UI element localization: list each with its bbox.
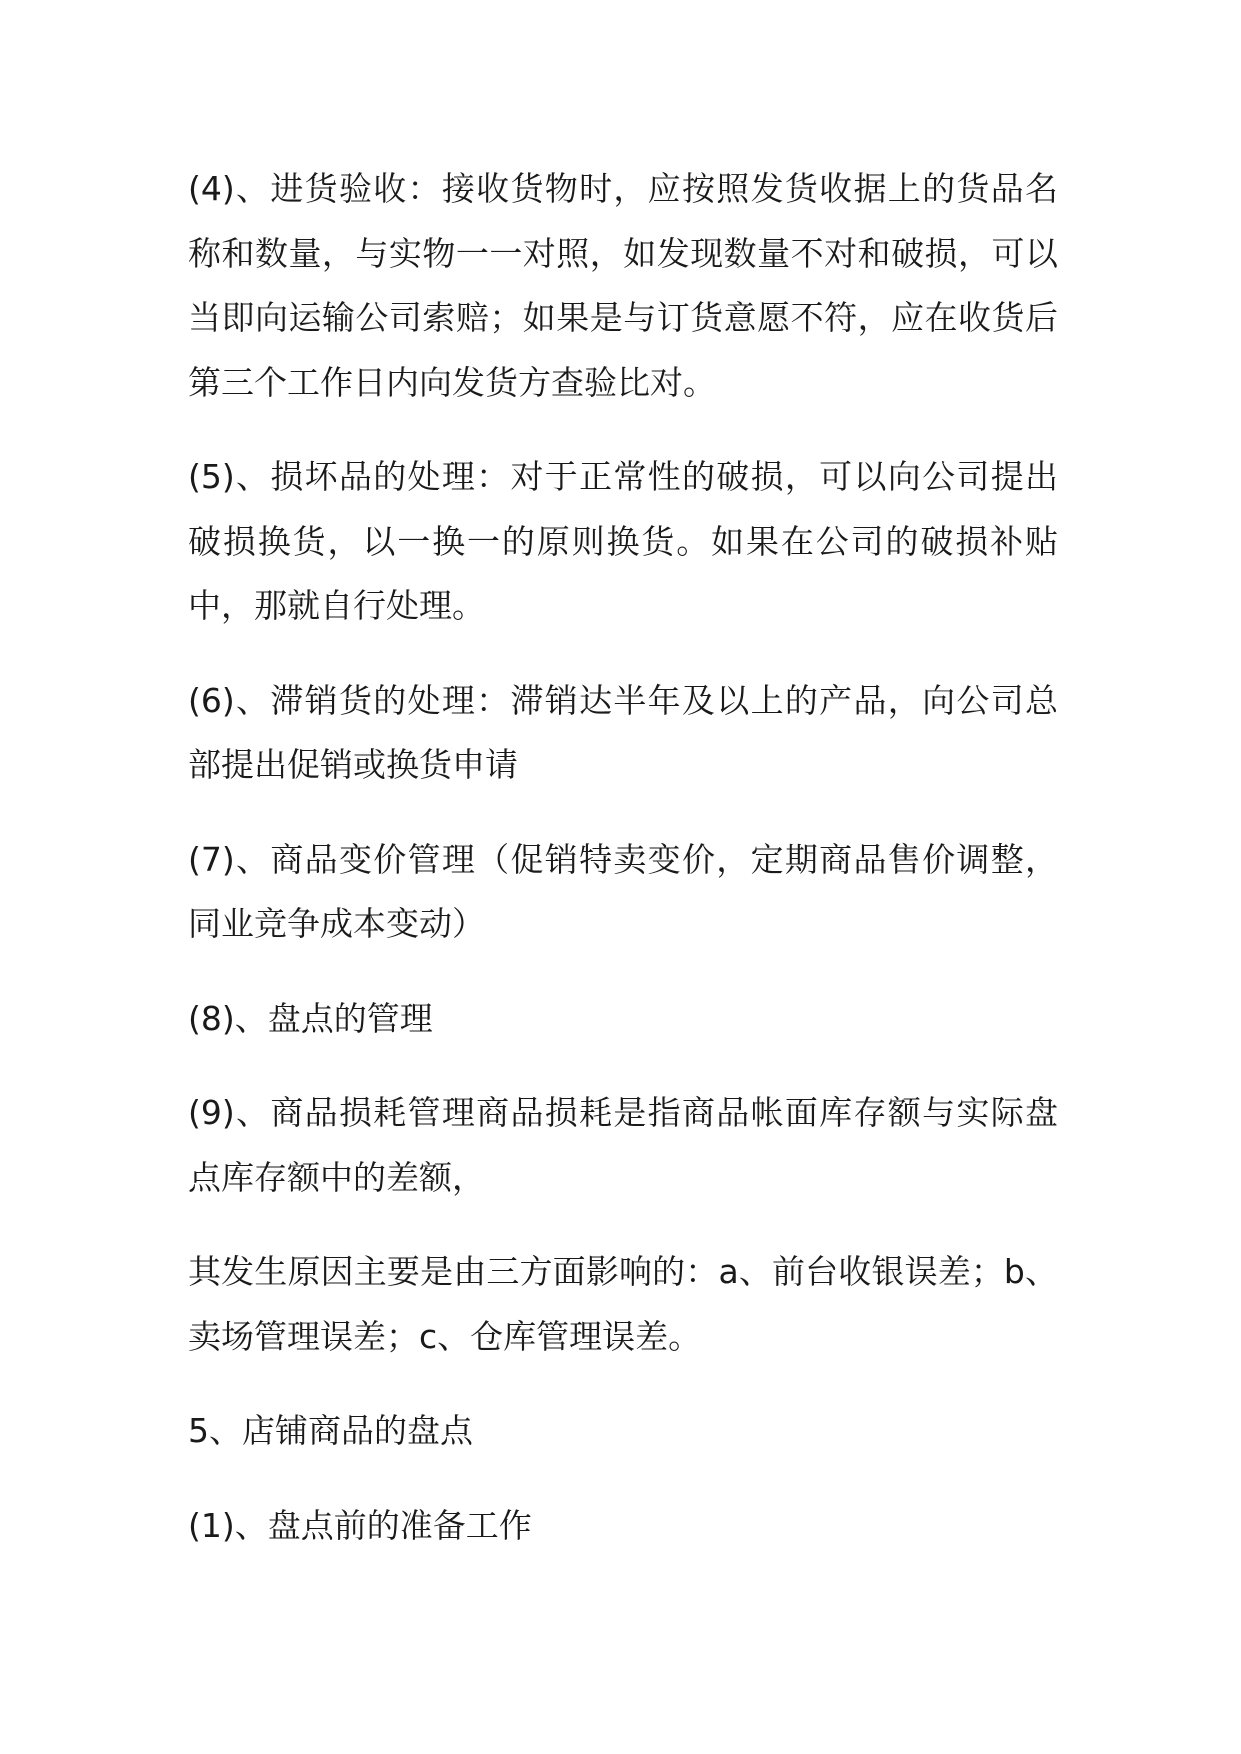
document-body (188, 157, 1058, 1588)
paragraph-9-shrinkage-management: (9)、商品损耗管理商品损耗是指商品帐面库存额与实际盘点库存额中的差额， (188, 1093, 1058, 1197)
paragraph-1-stocktake-preparation: (1)、盘点前的准备工作 (188, 1505, 532, 1545)
paragraph-5-damaged-goods: (5)、损坏品的处理：对于正常性的破损，可以向公司提出破损换货，以一换一的原则换货。如果在公司的破损补贴中，那就自行处理。 (188, 457, 1058, 625)
paragraph-shrinkage-causes: 其发生原因主要是由三方面影响的：a、前台收银误差；b、卖场管理误差；c、仓库管理误差。 (188, 1252, 1058, 1356)
paragraph-4-goods-receiving: (4)、进货验收：接收货物时，应按照发货收据上的货品名称和数量，与实物一一对照，如发现数量不对和破损，可以当即向运输公司索赔；如果是与订货意愿不符，应在收货后第三个工作日内向发货方查验比对。 (188, 169, 1058, 402)
paragraph-7-price-change: (7)、商品变价管理（促销特卖变价，定期商品售价调整，同业竞争成本变动） (188, 839, 1058, 943)
paragraph-6-slow-moving-goods: (6)、滞销货的处理：滞销达半年及以上的产品，向公司总部提出促销或换货申请 (188, 680, 1058, 784)
section-heading-store-stocktake: 5、店铺商品的盘点 (188, 1411, 473, 1450)
paragraph-8-inventory-management: (8)、盘点的管理 (188, 998, 433, 1038)
